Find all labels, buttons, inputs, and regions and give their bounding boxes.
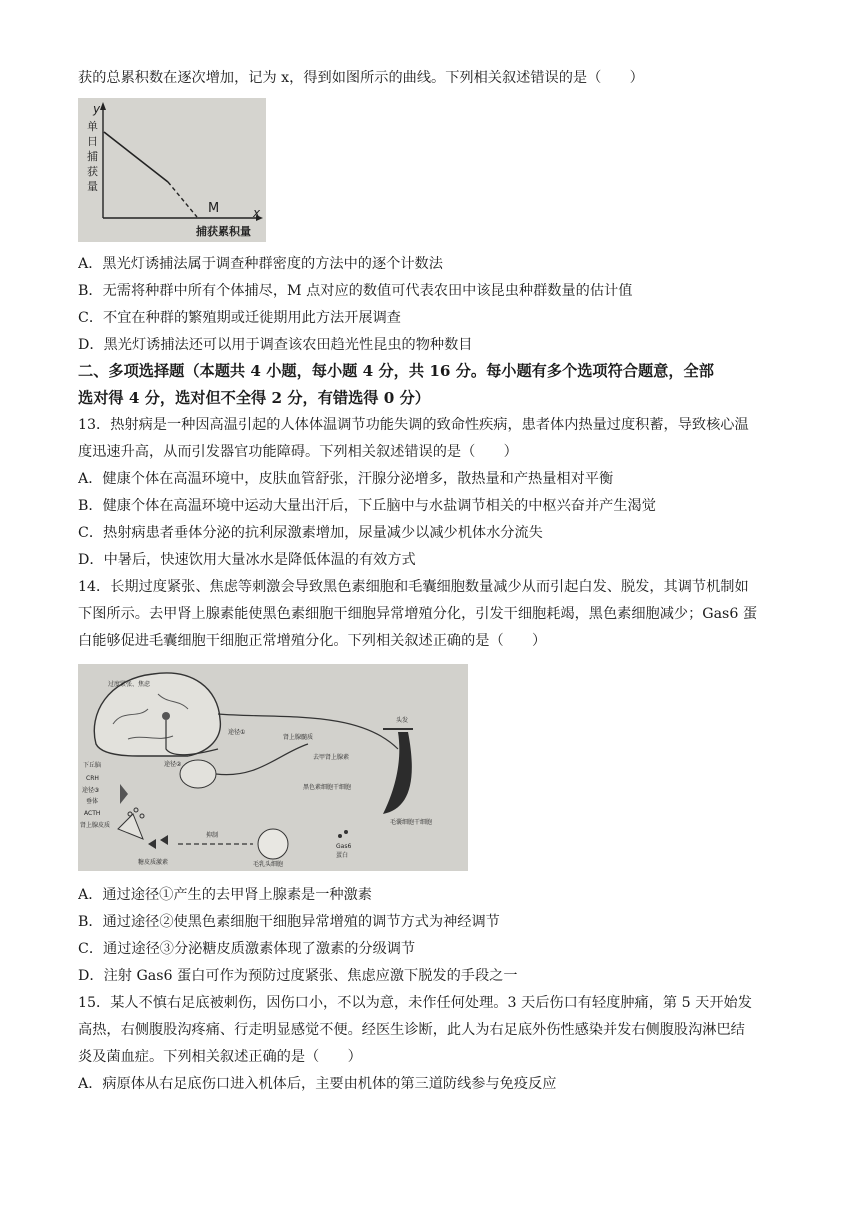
y-axis-arrow bbox=[100, 102, 106, 110]
y-title-char: 单 bbox=[87, 120, 98, 133]
q13-option-a: A．健康个体在高温环境中，皮肤血管舒张，汗腺分泌增多，散热量和产热量相对平衡 bbox=[78, 471, 614, 487]
adrenal-cortex-label: 肾上腺皮质 bbox=[80, 822, 111, 829]
glucocorticoid-particle bbox=[148, 839, 156, 849]
y-title-char: 获 bbox=[87, 165, 98, 178]
hormone-dot bbox=[134, 808, 138, 812]
melanocyte-stem-label: 黑色素细胞干细胞 bbox=[303, 784, 352, 791]
y-axis-title bbox=[87, 120, 98, 193]
q13-option-b: B．健康个体在高温环境中运动大量出汗后，下丘脑中与水盐调节相关的中枢兴奋并产生渴觉 bbox=[78, 498, 656, 514]
gas6-particle bbox=[338, 834, 342, 838]
gas6-label: Gas6 bbox=[336, 843, 352, 850]
y-title-char: 日 bbox=[87, 135, 98, 148]
q15-option-a: A．病原体从右足底伤口进入机体后，主要由机体的第三道防线参与免疫反应 bbox=[78, 1076, 557, 1092]
spinal-cord bbox=[180, 760, 216, 788]
q12-option-c: C．不宜在种群的繁殖期或迁徙期用此方法开展调查 bbox=[78, 310, 401, 326]
q12-option-b: B．无需将种群中所有个体捕尽，M 点对应的数值可代表农田中该昆虫种群数量的估计值 bbox=[78, 283, 633, 299]
q14-option-c: C．通过途径③分泌糖皮质激素体现了激素的分级调节 bbox=[78, 941, 416, 957]
q12-option-a: A．黑光灯诱捕法属于调查种群密度的方法中的逐个计数法 bbox=[78, 256, 443, 272]
glucocorticoid-label: 糖皮质激素 bbox=[138, 859, 169, 866]
solid-curve bbox=[104, 132, 168, 182]
hair-follicle bbox=[383, 732, 412, 814]
hypothalamus-neuron bbox=[162, 712, 170, 720]
adrenal-medulla-label: 肾上腺髓质 bbox=[283, 734, 314, 741]
gas6-particle bbox=[344, 830, 348, 834]
question-12-stem: 获的总累积数在逐次增加，记为 x，得到如图所示的曲线。下列相关叙述错误的是（ ） bbox=[78, 70, 644, 86]
extrapolated-curve bbox=[168, 182, 197, 217]
question-15-stem-cont: 炎及菌血症。下列相关叙述正确的是（ ） bbox=[78, 1049, 362, 1065]
stress-regulation-diagram bbox=[78, 664, 468, 871]
papilla-label: 毛乳头细胞 bbox=[253, 861, 284, 868]
route3-label: 途径③ bbox=[82, 787, 100, 794]
glucocorticoid-particle bbox=[160, 835, 168, 845]
q14-option-b: B．通过途径②使黑色素细胞干细胞异常增殖的调节方式为神经调节 bbox=[78, 914, 500, 930]
stimulus-label: 过度紧张、焦虑 bbox=[108, 681, 151, 688]
acth-label: ACTH bbox=[84, 810, 101, 817]
q14-option-a: A．通过途径①产生的去甲肾上腺素是一种激素 bbox=[78, 887, 372, 903]
q13-option-d: D．中暑后，快速饮用大量冰水是降低体温的有效方式 bbox=[78, 552, 416, 568]
x-axis-symbol: x bbox=[253, 206, 261, 220]
papilla-cell bbox=[258, 829, 288, 859]
point-m-label: M bbox=[208, 201, 220, 216]
capture-curve-figure bbox=[78, 98, 266, 242]
question-13-stem-cont: 度迅速升高，从而引发器官功能障碍。下列相关叙述错误的是（ ） bbox=[78, 444, 518, 460]
q13-option-c: C．热射病患者垂体分泌的抗利尿激素增加，尿量减少以减少机体水分流失 bbox=[78, 525, 543, 541]
pituitary-label: 垂体 bbox=[86, 798, 99, 805]
y-title-char: 量 bbox=[87, 180, 98, 193]
section-2-heading: 二、多项选择题（本题共 4 小题，每小题 4 分，共 16 分。每小题有多个选项符合题意，全部 bbox=[78, 362, 714, 380]
question-15-stem: 15．某人不慎右足底被刺伤，因伤口小，不以为意，未作任何处理。3 天后伤口有轻度肿痛，第 5 天开始发 bbox=[78, 995, 752, 1011]
sympathetic-nerve bbox=[216, 744, 308, 775]
hormone-dot bbox=[140, 814, 144, 818]
hypothalamus-label: 下丘脑 bbox=[83, 762, 102, 769]
y-title-char: 捕 bbox=[87, 150, 98, 163]
question-14-stem-cont: 下图所示。去甲肾上腺素能使黑色素细胞干细胞异常增殖分化，引发干细胞耗竭，黑色素细胞减少；Gas6 蛋 bbox=[78, 606, 758, 622]
stress-regulation-figure bbox=[78, 664, 468, 871]
crh-label: CRH bbox=[86, 775, 99, 782]
q12-option-d: D．黑光灯诱捕法还可以用于调查该农田趋光性昆虫的物种数目 bbox=[78, 337, 473, 353]
protein-label: 蛋白 bbox=[336, 852, 349, 859]
section-2-heading-cont: 选对得 4 分，选对但不全得 2 分，有错选得 0 分） bbox=[78, 389, 430, 407]
question-14-stem: 14．长期过度紧张、焦虑等刺激会导致黑色素细胞和毛囊细胞数量减少从而引起白发、脱发，其调节机制如 bbox=[78, 579, 749, 595]
norepinephrine-label: 去甲肾上腺素 bbox=[313, 754, 350, 761]
adrenal-gland-shape bbox=[118, 814, 143, 839]
question-14-stem-cont: 白能够促进毛囊细胞干细胞正常增殖分化。下列相关叙述正确的是（ ） bbox=[78, 633, 547, 649]
question-13-stem: 13．热射病是一种因高温引起的人体体温调节功能失调的致命性疾病，患者体内热量过度积蓄，导致核心温 bbox=[78, 417, 749, 433]
q14-option-d: D．注射 Gas6 蛋白可作为预防过度紧张、焦虑应激下脱发的手段之一 bbox=[78, 968, 518, 984]
capture-curve-graph bbox=[78, 98, 266, 242]
inhibit-label: 抑制 bbox=[206, 832, 219, 839]
follicle-stem-label: 毛囊细胞干细胞 bbox=[390, 819, 433, 826]
hair-label: 头发 bbox=[396, 717, 409, 724]
x-axis-title: 捕获累积量 bbox=[196, 225, 251, 238]
route1-label: 途径① bbox=[228, 729, 246, 736]
route2-label: 途径② bbox=[164, 761, 182, 768]
pituitary-shape bbox=[120, 784, 128, 804]
y-axis-symbol: y bbox=[93, 102, 101, 116]
question-15-stem-cont: 高热，右侧腹股沟疼痛、行走明显感觉不便。经医生诊断，此人为右足底外伤性感染并发右侧腹股沟淋巴结 bbox=[78, 1022, 745, 1038]
